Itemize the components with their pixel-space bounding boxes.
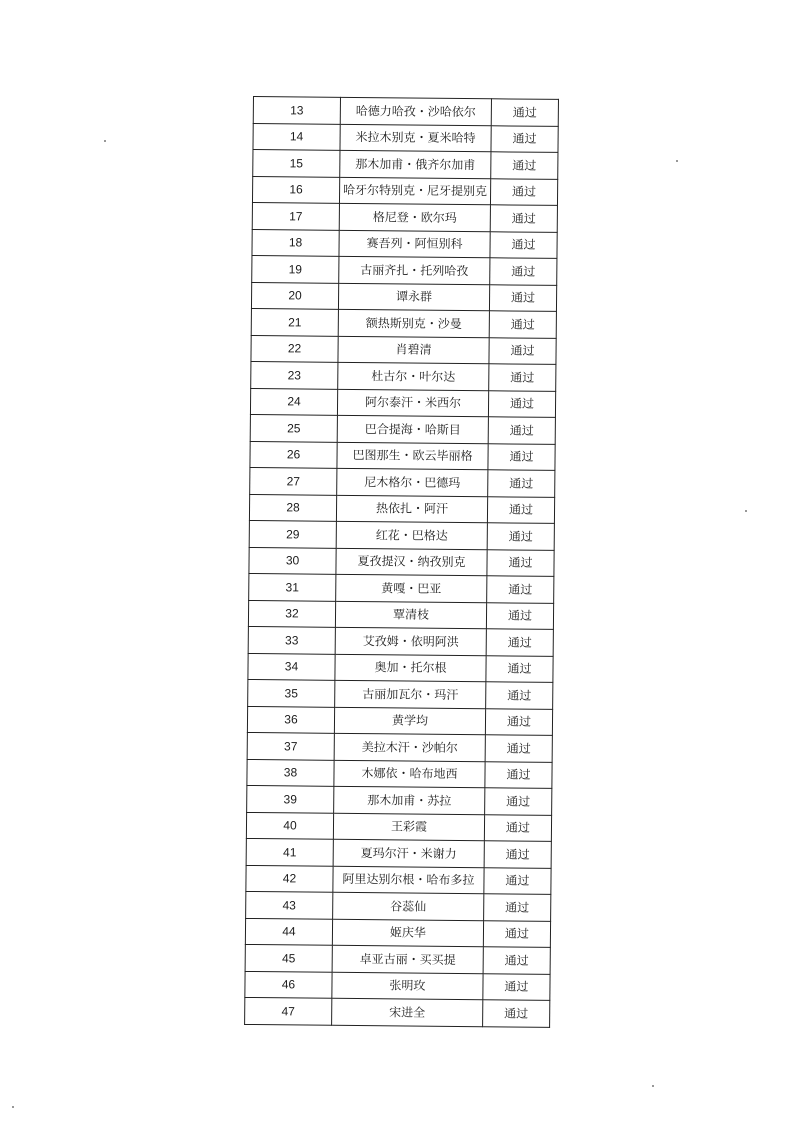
row-name-cell: 谷蕊仙 — [333, 892, 484, 920]
row-result-cell: 通过 — [489, 311, 556, 338]
table-row — [253, 123, 558, 152]
row-name-cell: 姬庆华 — [332, 919, 483, 947]
table-row — [248, 626, 553, 655]
row-result-cell: 通过 — [485, 735, 552, 762]
table-row — [253, 150, 558, 179]
row-name-cell: 那木加甫・苏拉 — [334, 786, 485, 814]
row-result-cell: 通过 — [490, 231, 557, 258]
table-row — [247, 785, 552, 814]
table-row — [252, 229, 557, 258]
row-number-cell: 45 — [245, 944, 332, 971]
row-name-cell: 额热斯别克・沙曼 — [338, 309, 489, 337]
results-table-body — [245, 97, 559, 1027]
row-number-cell: 47 — [245, 997, 332, 1024]
row-result-cell: 通过 — [484, 841, 551, 868]
row-name-cell: 美拉木汗・沙帕尔 — [334, 733, 485, 761]
table-row — [251, 282, 556, 311]
row-name-cell: 巴图那生・欧云毕丽格 — [337, 442, 488, 470]
row-name-cell: 肖碧清 — [338, 336, 489, 364]
row-number-cell: 38 — [247, 759, 334, 786]
row-result-cell: 通过 — [490, 178, 557, 205]
row-number-cell: 29 — [249, 520, 336, 547]
row-number-cell: 39 — [247, 785, 334, 812]
row-number-cell: 18 — [252, 229, 339, 256]
table-row — [250, 388, 555, 417]
table-row — [248, 600, 553, 629]
table-row — [247, 759, 552, 788]
table-row — [247, 732, 552, 761]
row-name-cell: 阿里达别尔根・哈布多拉 — [333, 866, 484, 894]
row-result-cell: 通过 — [486, 629, 553, 656]
row-name-cell: 木娜依・哈布地西 — [334, 760, 485, 788]
row-number-cell: 30 — [249, 547, 336, 574]
row-number-cell: 43 — [246, 891, 333, 918]
row-result-cell: 通过 — [487, 523, 554, 550]
table-row — [252, 202, 557, 231]
row-number-cell: 37 — [247, 732, 334, 759]
row-number-cell: 23 — [251, 361, 338, 388]
row-number-cell: 42 — [246, 865, 333, 892]
row-name-cell: 红花・巴格达 — [336, 521, 487, 549]
row-result-cell: 通过 — [488, 470, 555, 497]
table-row — [252, 176, 557, 205]
row-name-cell: 黄嘎・巴亚 — [336, 574, 487, 602]
row-number-cell: 46 — [245, 971, 332, 998]
row-result-cell: 通过 — [488, 417, 555, 444]
row-result-cell: 通过 — [489, 364, 556, 391]
row-name-cell: 覃清枝 — [335, 601, 486, 629]
table-row — [246, 838, 551, 867]
table-row — [249, 547, 554, 576]
row-result-cell: 通过 — [491, 152, 558, 179]
row-number-cell: 32 — [248, 600, 335, 627]
table-row — [249, 573, 554, 602]
row-number-cell: 31 — [249, 573, 336, 600]
row-result-cell: 通过 — [484, 814, 551, 841]
scan-speck — [12, 1106, 14, 1108]
row-result-cell: 通过 — [486, 655, 553, 682]
table-row — [245, 971, 550, 1000]
row-name-cell: 尼木格尔・巴德玛 — [337, 468, 488, 496]
row-name-cell: 哈德力哈孜・沙哈依尔 — [340, 97, 491, 125]
table-row — [246, 865, 551, 894]
results-table — [244, 96, 559, 1027]
row-number-cell: 28 — [249, 494, 336, 521]
row-name-cell: 卓亚古丽・买买提 — [332, 945, 483, 973]
row-name-cell: 艾孜姆・依明阿洪 — [335, 627, 486, 655]
table-row — [246, 812, 551, 841]
row-result-cell: 通过 — [487, 549, 554, 576]
row-number-cell: 13 — [253, 97, 340, 124]
row-result-cell: 通过 — [489, 337, 556, 364]
row-name-cell: 奥加・托尔根 — [335, 654, 486, 682]
row-number-cell: 27 — [250, 467, 337, 494]
row-name-cell: 格尼登・欧尔玛 — [339, 203, 490, 231]
table-row — [250, 467, 555, 496]
row-result-cell: 通过 — [483, 947, 550, 974]
row-result-cell: 通过 — [489, 284, 556, 311]
table-row — [250, 441, 555, 470]
row-number-cell: 25 — [250, 414, 337, 441]
row-number-cell: 26 — [250, 441, 337, 468]
row-number-cell: 44 — [245, 918, 332, 945]
table-row — [245, 997, 550, 1026]
scan-speck — [676, 160, 678, 162]
scan-speck — [652, 1085, 654, 1087]
row-number-cell: 36 — [247, 706, 334, 733]
row-number-cell: 16 — [252, 176, 339, 203]
row-number-cell: 15 — [253, 150, 340, 177]
row-result-cell: 通过 — [485, 708, 552, 735]
row-number-cell: 33 — [248, 626, 335, 653]
row-number-cell: 21 — [251, 308, 338, 335]
row-result-cell: 通过 — [484, 894, 551, 921]
row-number-cell: 19 — [252, 255, 339, 282]
row-number-cell: 14 — [253, 123, 340, 150]
row-number-cell: 40 — [246, 812, 333, 839]
row-name-cell: 热依扎・阿汗 — [336, 495, 487, 523]
row-result-cell: 通过 — [486, 602, 553, 629]
row-number-cell: 22 — [251, 335, 338, 362]
row-number-cell: 41 — [246, 838, 333, 865]
row-result-cell: 通过 — [483, 920, 550, 947]
row-name-cell: 杜古尔・叶尔达 — [338, 362, 489, 390]
row-result-cell: 通过 — [491, 125, 558, 152]
row-result-cell: 通过 — [488, 443, 555, 470]
table-row — [246, 891, 551, 920]
row-result-cell: 通过 — [490, 258, 557, 285]
table-row — [247, 706, 552, 735]
table-row — [249, 494, 554, 523]
table-row — [245, 918, 550, 947]
row-result-cell: 通过 — [483, 973, 550, 1000]
row-result-cell: 通过 — [483, 1000, 550, 1027]
row-number-cell: 24 — [250, 388, 337, 415]
row-result-cell: 通过 — [488, 390, 555, 417]
row-result-cell: 通过 — [486, 682, 553, 709]
row-name-cell: 张明玫 — [332, 972, 483, 1000]
row-name-cell: 古丽加瓦尔・玛汗 — [335, 680, 486, 708]
row-name-cell: 黄学均 — [334, 707, 485, 735]
table-row — [252, 255, 557, 284]
row-name-cell: 谭永群 — [338, 283, 489, 311]
row-number-cell: 34 — [248, 653, 335, 680]
row-name-cell: 巴合提海・哈斯目 — [337, 415, 488, 443]
table-row — [248, 679, 553, 708]
row-result-cell: 通过 — [491, 99, 558, 126]
row-result-cell: 通过 — [487, 496, 554, 523]
scan-speck — [745, 510, 747, 512]
table-row — [253, 97, 558, 126]
row-name-cell: 哈牙尔特别克・尼牙提别克 — [339, 177, 490, 205]
table-row — [251, 335, 556, 364]
row-result-cell: 通过 — [487, 576, 554, 603]
row-name-cell: 宋进全 — [332, 998, 483, 1026]
row-name-cell: 夏玛尔汗・米谢力 — [333, 839, 484, 867]
row-result-cell: 通过 — [485, 788, 552, 815]
row-number-cell: 35 — [248, 679, 335, 706]
table-row — [251, 308, 556, 337]
row-name-cell: 阿尔泰汗・米西尔 — [337, 389, 488, 417]
scan-speck — [104, 140, 106, 142]
row-result-cell: 通过 — [490, 205, 557, 232]
row-name-cell: 赛吾列・阿恒别科 — [339, 230, 490, 258]
row-name-cell: 那木加甫・俄齐尔加甫 — [340, 150, 491, 178]
row-number-cell: 17 — [252, 202, 339, 229]
table-row — [245, 944, 550, 973]
table-row — [249, 520, 554, 549]
row-result-cell: 通过 — [485, 761, 552, 788]
row-name-cell: 古丽齐扎・托列哈孜 — [339, 256, 490, 284]
row-name-cell: 王彩霞 — [333, 813, 484, 841]
row-name-cell: 米拉木别克・夏米哈特 — [340, 124, 491, 152]
table-row — [251, 361, 556, 390]
row-name-cell: 夏孜提汉・纳孜别克 — [336, 548, 487, 576]
row-number-cell: 20 — [251, 282, 338, 309]
table-row — [248, 653, 553, 682]
table-row — [250, 414, 555, 443]
row-result-cell: 通过 — [484, 867, 551, 894]
